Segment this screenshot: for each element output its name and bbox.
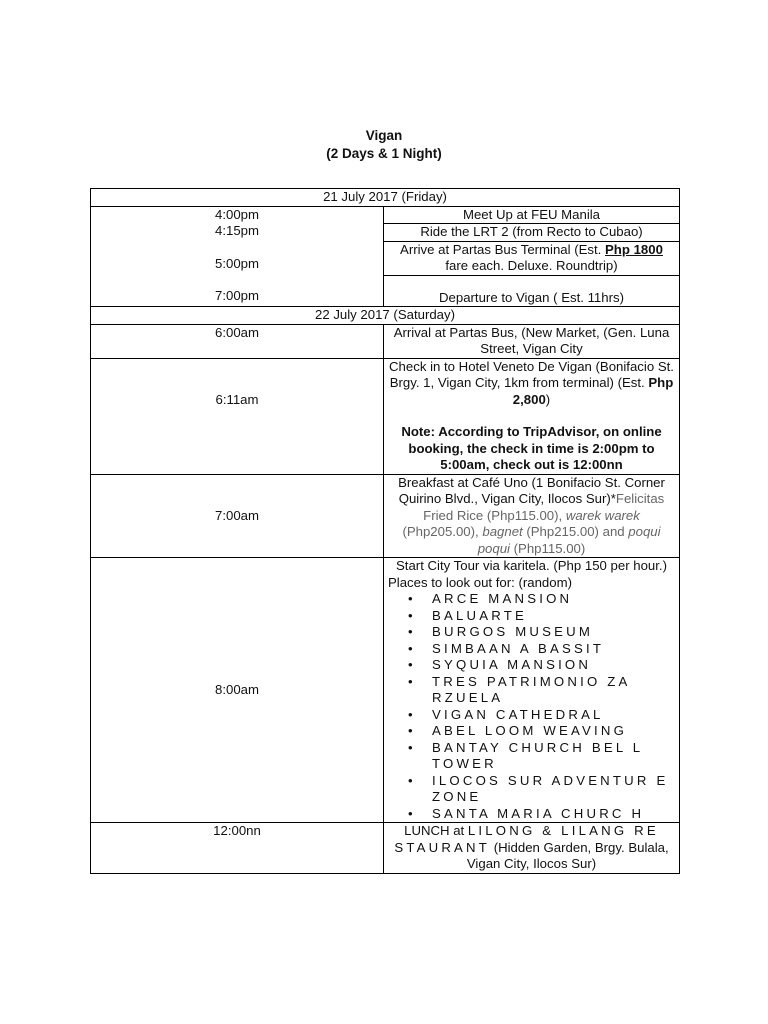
- time-label: 4:00pm: [215, 206, 259, 222]
- menu-text: Felicitas Fried Rice (Php115.00),: [423, 491, 665, 523]
- time-label: 8:00am: [215, 681, 259, 697]
- note-text: Note: According to TripAdvisor, on online booking, the check in time is 2:00pm to 5:00am, check out is 12:00nn: [401, 424, 662, 472]
- table-row: [91, 823, 680, 874]
- time-cell: [91, 823, 384, 874]
- day-2-date: 22 July 2017 (Saturday): [91, 307, 680, 325]
- time-label: 6:11am: [215, 391, 259, 407]
- activity-cell: Arrival at Partas Bus, (New Market, (Gen. Luna Street, Vigan City: [384, 324, 680, 358]
- menu-text: (Php215.00) and: [522, 524, 629, 539]
- table-row: [91, 358, 680, 474]
- list-item: • ARCE MANSION: [408, 591, 675, 608]
- list-item: • BURGOS MUSEUM: [408, 624, 675, 641]
- document-subtitle: (2 Days & 1 Night): [326, 146, 442, 161]
- list-item: • TRES PATRIMONIO ZA RZUELA: [408, 674, 675, 707]
- time-cell: [91, 558, 384, 823]
- activity-cell: Meet Up at FEU Manila: [384, 206, 680, 224]
- list-item: • SYQUIA MANSION: [408, 657, 675, 674]
- time-label: 12:00nn: [213, 823, 261, 838]
- table-row: [91, 558, 680, 823]
- time-cell: [91, 358, 384, 474]
- activity-text: (Hidden Garden, Brgy. Bulala, Vigan City, Ilocos Sur): [466, 839, 669, 871]
- activity-cell: [384, 358, 680, 474]
- menu-text: (Php115.00): [510, 540, 586, 556]
- list-item: • SIMBAAN A BASSIT: [408, 641, 675, 658]
- time-label: 7:00pm: [215, 288, 259, 303]
- activity-text: fare each. Deluxe. Roundtrip): [445, 258, 618, 273]
- menu-text: (Php205.00),: [402, 524, 483, 539]
- itinerary-table: [90, 188, 680, 874]
- document-title: Vigan: [365, 128, 403, 143]
- time-cell: [91, 474, 384, 558]
- activity-text: Check in to Hotel Veneto De Vigan (Bonifacio St. Brgy. 1, Vigan City, 1km from terminal) (Est.: [389, 358, 674, 390]
- restaurant-name: LILONG & LILANG RE STAURANT: [394, 823, 659, 855]
- table-row: [91, 474, 680, 558]
- time-label: 7:00am: [215, 507, 259, 523]
- list-item: • BANTAY CHURCH BEL L TOWER: [408, 740, 675, 773]
- price-text: Php 1800: [605, 241, 663, 257]
- table-row: [91, 206, 680, 224]
- menu-item-text: warek warek: [565, 507, 640, 523]
- time-label: 4:15pm: [215, 223, 259, 238]
- places-heading: Places to look out for: (random): [388, 574, 572, 590]
- activity-text: Breakfast at Café Uno (1 Bonifacio St. Corner Quirino Blvd., Vigan City, Ilocos Sur)*: [398, 474, 665, 506]
- activity-text: Arrive at Partas Bus Terminal (Est.: [400, 241, 606, 257]
- activity-cell: [384, 241, 680, 275]
- list-item: • BALUARTE: [408, 608, 675, 625]
- list-item: • SANTA MARIA CHURC H: [408, 806, 675, 823]
- time-cell: [91, 324, 384, 358]
- day-1-date: 21 July 2017 (Friday): [91, 189, 680, 207]
- list-item: • VIGAN CATHEDRAL: [408, 707, 675, 724]
- activity-text: ): [545, 391, 551, 407]
- activity-text: LUNCH at: [404, 823, 468, 838]
- time-label: 6:00am: [215, 324, 259, 340]
- day-header-row: [91, 189, 680, 207]
- day-header-row: [91, 307, 680, 325]
- activity-cell: Ride the LRT 2 (from Recto to Cubao): [384, 224, 680, 242]
- list-item: • ABEL LOOM WEAVING: [408, 723, 675, 740]
- time-cell: [91, 206, 384, 307]
- activity-cell: [384, 823, 680, 874]
- activity-cell: Departure to Vigan ( Est. 11hrs): [384, 275, 680, 307]
- activity-cell: [384, 558, 680, 823]
- places-list: [388, 591, 675, 822]
- menu-item-text: poqui poqui: [477, 524, 661, 556]
- activity-cell: [384, 474, 680, 558]
- table-row: [91, 324, 680, 358]
- price-text: Php 2,800: [512, 375, 674, 407]
- list-item: • ILOCOS SUR ADVENTUR E ZONE: [408, 773, 675, 806]
- menu-item-text: bagnet: [482, 524, 523, 539]
- activity-text: Start City Tour via karitela. (Php 150 per hour.): [396, 558, 667, 573]
- time-label: 5:00pm: [215, 255, 259, 271]
